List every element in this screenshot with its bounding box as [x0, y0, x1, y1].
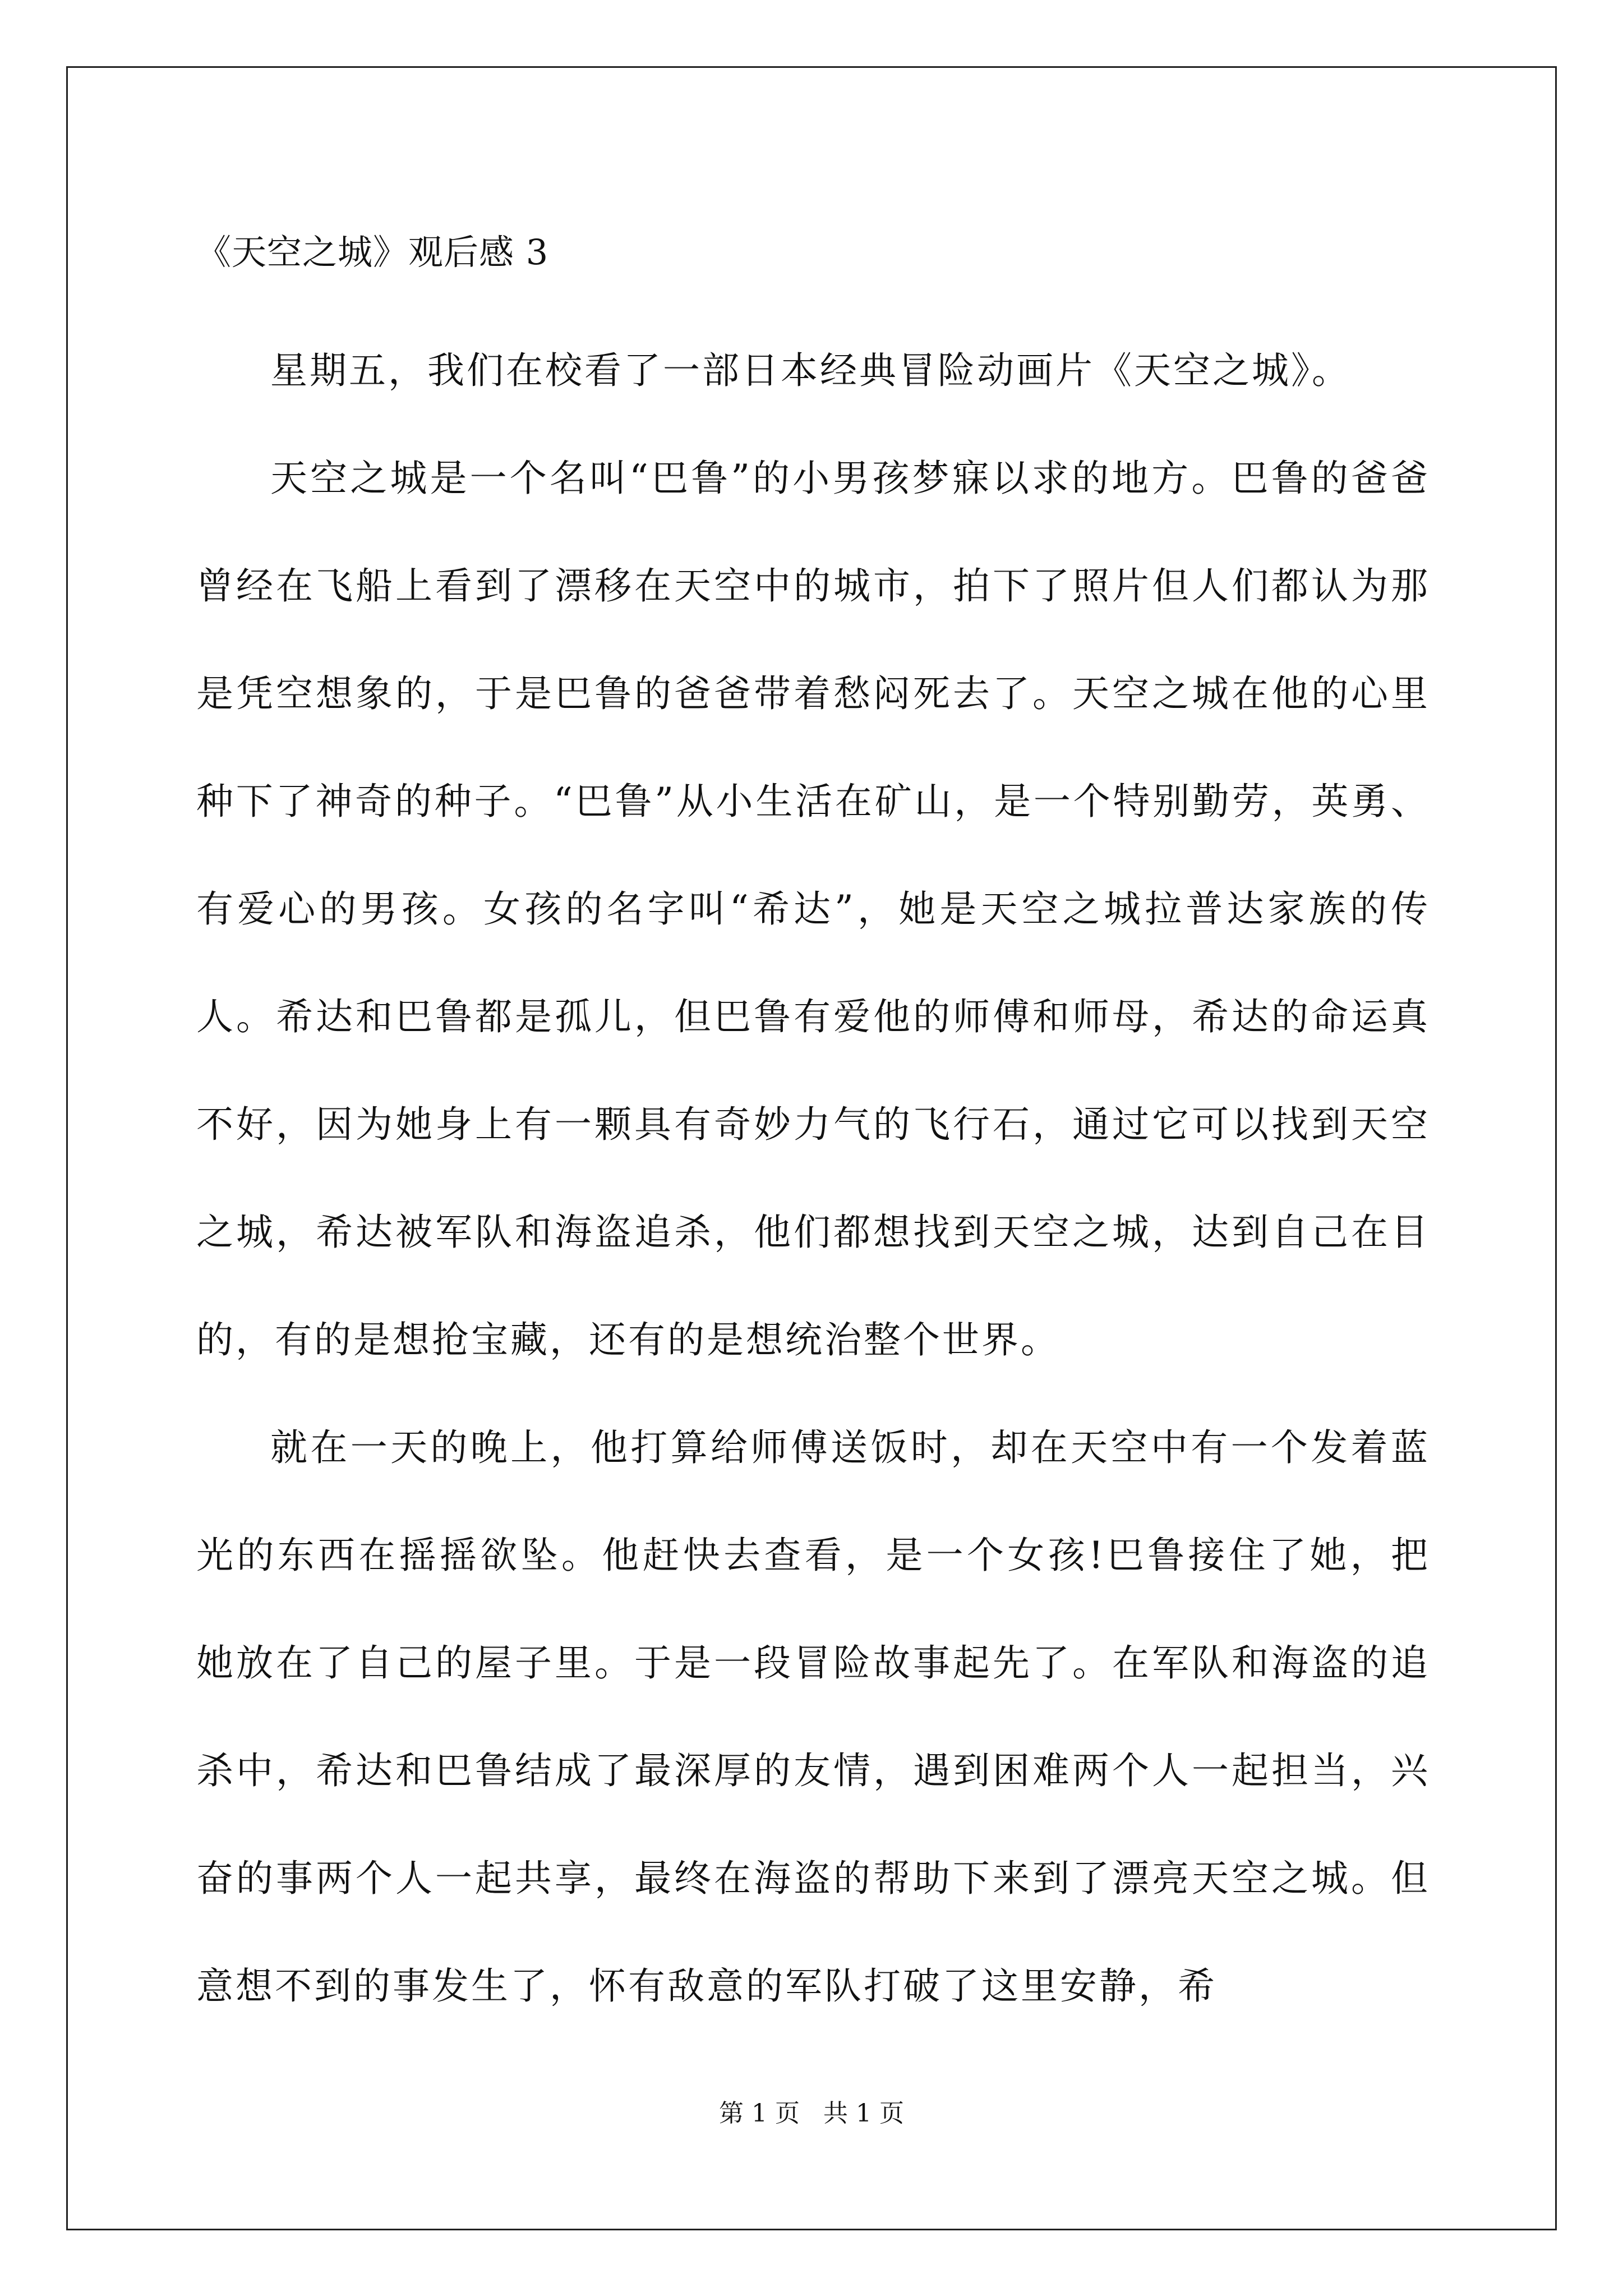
document-body	[196, 317, 1430, 2040]
page-number-footer: 第 1 页 共 1 页	[719, 2099, 904, 2128]
document-title: 《天空之城》观后感 3	[196, 232, 549, 273]
paragraph-2: 天空之城是一个名叫“巴鲁”的小男孩梦寐以求的地方。巴鲁的爸爸曾经在飞船上看到了漂移在天空中的城市，拍下了照片但人们都认为那是凭空想象的，于是巴鲁的爸爸带着愁闷死去了。天空之城在他的心里种下了神奇的种子。“巴鲁”从小生活在矿山，是一个特别勤劳，英勇、有爱心的男孩。女孩的名字叫“希达”，她是天空之城拉普达家族的传人。希达和巴鲁都是孤儿，但巴鲁有爱他的师傅和师母，希达的命运真不好，因为她身上有一颗具有奇妙力气的飞行石，通过它可以找到天空之城，希达被军队和海盗追杀，他们都想找到天空之城，达到自己在目的，有的是想抢宝藏，还有的是想统治整个世界。	[196, 457, 1430, 1361]
paragraph-1: 星期五，我们在校看了一部日本经典冒险动画片《天空之城》。	[270, 349, 1351, 392]
paragraph-3: 就在一天的晚上，他打算给师傅送饭时，却在天空中有一个发着蓝光的东西在摇摇欲坠。他赶快去查看，是一个女孩!巴鲁接住了她，把她放在了自己的屋子里。于是一段冒险故事起先了。在军队和海盗的追杀中，希达和巴鲁结成了最深厚的友情，遇到困难两个人一起担当，兴奋的事两个人一起共享，最终在海盗的帮助下来到了漂亮天空之城。但意想不到的事发生了，怀有敌意的军队打破了这里安静，希	[196, 1426, 1430, 2008]
